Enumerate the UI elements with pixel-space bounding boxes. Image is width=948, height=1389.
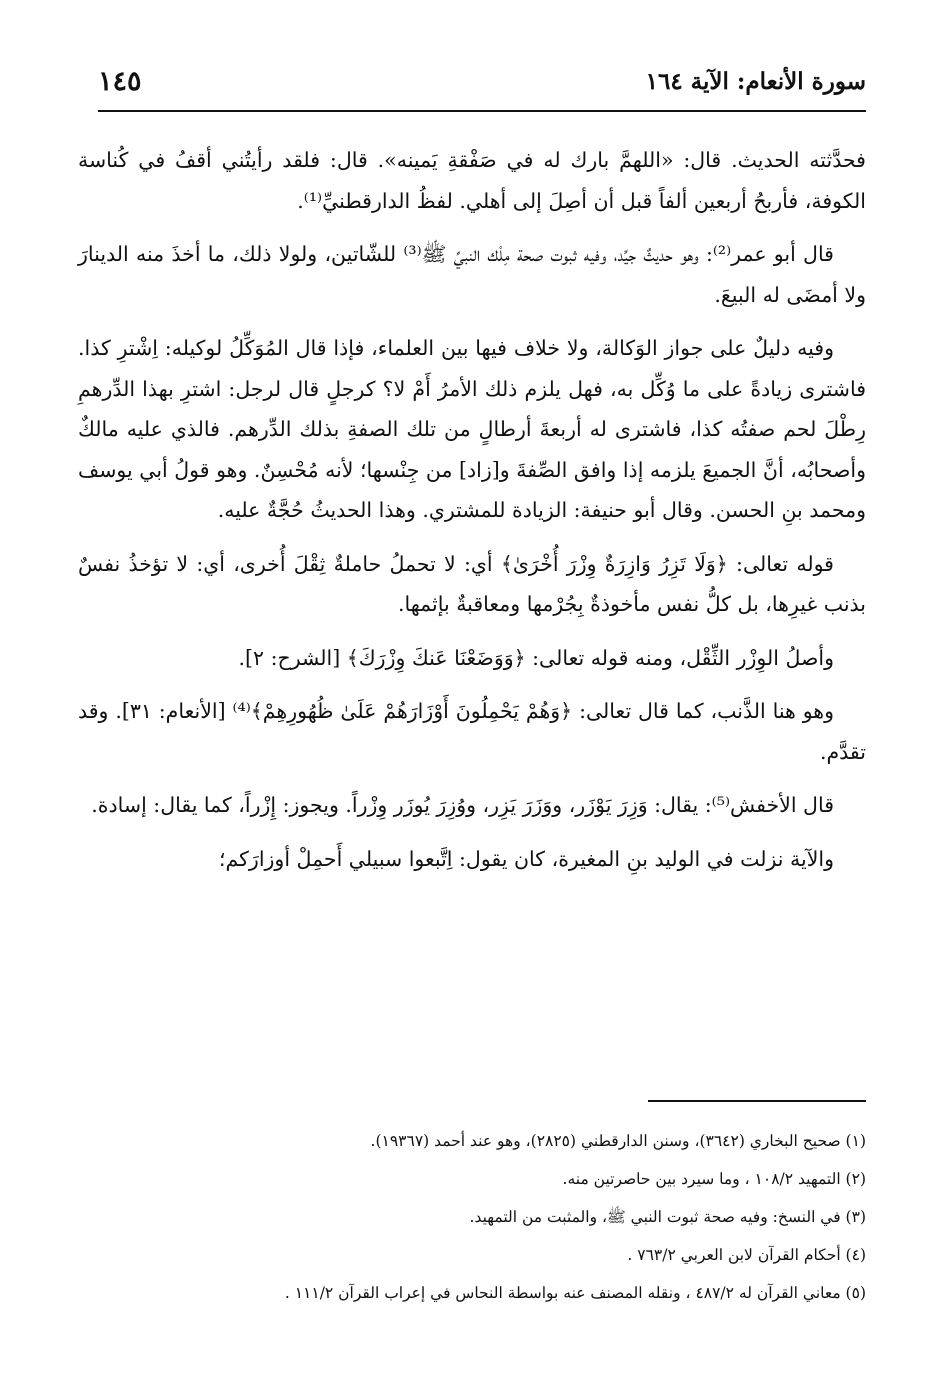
footnote-5: (٥) معاني القرآن له ٤٨٧/٢ ، ونقله المصنف عنه بواسطة النحاس في إعراب القرآن ١١١/٢ . — [284, 1284, 866, 1302]
footnotes — [120, 1122, 866, 1312]
paragraph-5: وأصلُ الوِزْر الثِّقْل، ومنه قوله تعالى: ﴿وَوَضَعْنَا عَنكَ وِزْرَكَ﴾ [الشرح: ٢]. — [238, 645, 834, 670]
footnote-divider — [648, 1100, 866, 1102]
paragraph-2: قال أبو عمر⁽²⁾: وهو حديثٌ جيِّد، وفيه ثبوت صحة مِلْك النبيِّ ﷺ⁽³⁾ للشّاتين، ولولا ذلك، ما أخذَ منه الدينارَ ولا أمضَى له البيعَ. — [78, 242, 866, 307]
paragraph-6: وهو هنا الذَّنب، كما قال تعالى: ﴿وَهُمْ يَحْمِلُونَ أَوْزَارَهُمْ عَلَىٰ ظُهُورِهِمْ﴾⁽⁴⁾ [الأنعام: ٣١]. وقد تقدَّم. — [78, 699, 866, 764]
paragraph-1: فحدَّثته الحديث. قال: «اللهمَّ بارك له في صَفْقةِ يَمينه». قال: فلقد رأيتُني أقفُ في كُناسة الكوفة، فأربحُ أربعين ألفاً قبل أن أصِلَ إلى أهلي. لفظُ الدارقطنيِّ⁽¹⁾. — [78, 148, 866, 213]
paragraph-4: قوله تعالى: ﴿وَلَا تَزِرُ وَازِرَةٌ وِزْرَ أُخْرَىٰ﴾ أي: لا تحملُ حاملةٌ ثِقْلَ أُخرى، أي: لا تؤخذُ نفسٌ بذنب غيرِها، بل كلُّ نفس مأخوذةٌ بِجُرْمها ومعاقبةٌ بإثمها. — [78, 551, 866, 616]
page-number: ١٤٥ — [98, 66, 142, 97]
main-text — [78, 140, 866, 892]
surah-verse-title: سورة الأنعام: الآية ١٦٤ — [645, 68, 866, 95]
paragraph-7: قال الأخفش⁽⁵⁾: يقال: وَزِرَ يَوْزَر، ووَزَرَ يَزِر، ووُزِرَ يُوزَر وِزْراً. ويجوز: إِزْراً، كما يقال: إسادة. — [91, 793, 834, 817]
header-divider — [98, 110, 866, 112]
footnote-3: (٣) في النسخ: وفيه صحة ثبوت النبي ﷺ، والمثبت من التمهيد. — [469, 1208, 866, 1226]
footnote-4: (٤) أحكام القرآن لابن العربي ٧٦٣/٢ . — [627, 1246, 866, 1264]
footnote-2: (٢) التمهيد ١٠٨/٢ ، وما سيرد بين حاصرتين منه. — [562, 1170, 866, 1188]
paragraph-3: وفيه دليلٌ على جواز الوَكالة، ولا خلاف فيها بين العلماء، فإذا قال المُوَكِّلُ لوكيله: اِشْترِ كذا. فاشترى زيادةً على ما وُكِّل به، فهل يلزم ذلك الأمرُ أَمْ لا؟ كرجلٍ قال لرجل: اشترِ بهذا الدِّرهمِ رِطْلَ لحم صفتُه كذا، فاشترى له أربعةَ أرطالٍ من تلك الصفةِ بذلك الدِّرهم. فالذي عليه مالكٌ وأصحابُه، أنَّ الجميعَ يلزمه إذا وافق الصِّفةَ و[زاد] من جِنْسها؛ لأنه مُحْسِنٌ. وهو قولُ أبي يوسف ومحمد بنِ الحسن. وقال أبو حنيفة: الزيادة للمشتري. وهذا الحديثُ حُجَّةٌ عليه. — [78, 336, 866, 522]
footnote-1: (١) صحيح البخاري (٣٦٤٢)، وسنن الدارقطني (٢٨٢٥)، وهو عند أحمد (١٩٣٦٧). — [370, 1132, 866, 1150]
paragraph-8: والآية نزلت في الوليد بنِ المغيرة، كان يقول: اِتَّبعوا سبيلي أَحمِلْ أوزارَكم؛ — [219, 846, 834, 871]
running-header — [98, 66, 866, 106]
